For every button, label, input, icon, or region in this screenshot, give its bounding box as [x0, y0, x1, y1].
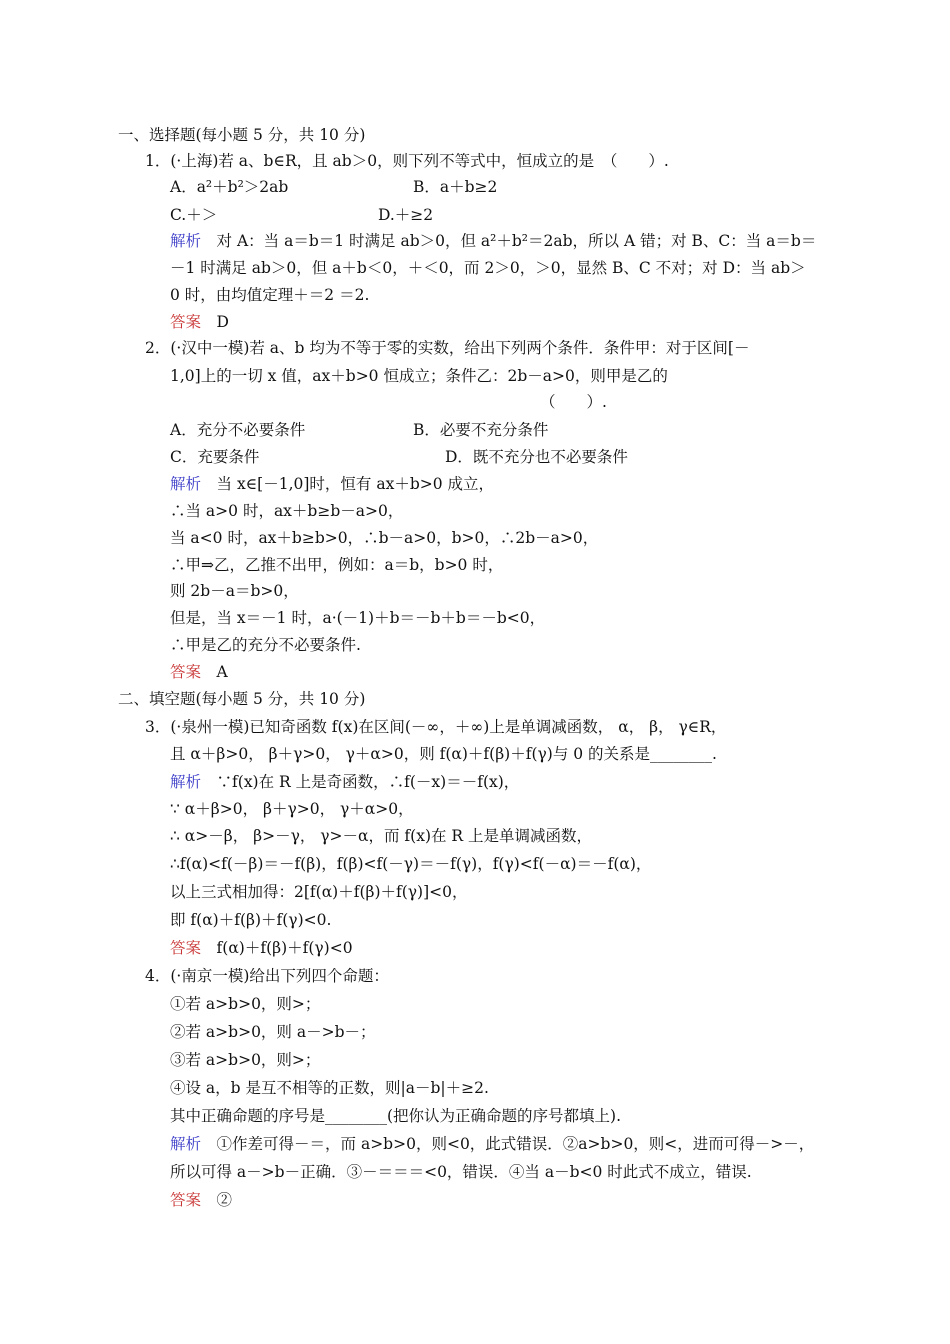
q2-answer-paren: （ ）.	[540, 393, 607, 411]
q3-analysis-text-1: ∵f(x)在 R 上是奇函数，∴f(－x)＝－f(x)，	[216, 773, 520, 791]
q3-answer-line	[170, 938, 353, 958]
q2-stem-line-2: 1,0]上的一切 x 值，ax＋b>0 恒成立；条件乙：2b－a>0，则甲是乙的	[170, 367, 668, 385]
q1-option-b: B．a＋b≥2	[413, 178, 498, 196]
section-header-choice: 一、选择题(每小题 5 分，共 10 分)	[118, 126, 366, 144]
q4-analysis-text-1: ①作差可得－＝，而 a>b>0，则<0，此式错误．②a>b>0，则<，进而可得－>－，	[216, 1135, 815, 1153]
q1-stem: 1．(·上海)若 a、b∈R，且 ab＞0，则下列不等式中，恒成立的是 （ ）.	[145, 152, 669, 170]
q3-analysis-line-1	[170, 772, 519, 792]
q1-answer-line	[170, 312, 229, 332]
q3-analysis-line-3: ∴ α>－β， β>－γ， γ>－α，而 f(x)在 R 上是单调减函数，	[170, 827, 593, 845]
q2-analysis-line-2: ∴当 a>0 时，ax＋b≥b－a>0，	[170, 502, 404, 520]
q2-option-b: B．必要不充分条件	[413, 421, 549, 439]
q2-analysis-line-1	[170, 474, 494, 494]
q2-analysis-text-1: 当 x∈[－1,0]时，恒有 ax＋b>0 成立，	[216, 475, 495, 493]
q2-analysis-line-4: ∴甲⇒乙，乙推不出甲，例如：a＝b，b>0 时，	[170, 556, 504, 574]
section-header-fill: 二、填空题(每小题 5 分，共 10 分)	[118, 690, 366, 708]
q3-analysis-line-5: 以上三式相加得：2[f(α)＋f(β)＋f(γ)]<0，	[170, 883, 468, 901]
q2-stem-line-1: 2．(·汉中一模)若 a、b 均为不等于零的实数，给出下列两个条件．条件甲：对于区间[－	[145, 339, 750, 357]
q2-analysis-line-5: 则 2b－a＝b>0，	[170, 582, 299, 600]
q4-analysis-line-1	[170, 1134, 814, 1154]
q2-analysis-line-7: ∴甲是乙的充分不必要条件.	[170, 636, 361, 654]
q1-analysis-line-2: －1 时满足 ab＞0，但 a＋b＜0，＋＜0，而 2＞0，＞0，显然 B、C 不对；对 D：当 ab＞	[170, 259, 806, 277]
analysis-label: 解析	[170, 1135, 202, 1153]
q1-answer: D	[216, 313, 229, 331]
q2-analysis-line-3: 当 a<0 时，ax＋b≥b>0，∴b－a>0，b>0，∴2b－a>0，	[170, 529, 599, 547]
q3-analysis-line-4: ∴f(α)<f(－β)＝－f(β)，f(β)<f(－γ)＝－f(γ)，f(γ)<f(－α)＝－f(α)，	[170, 855, 652, 873]
answer-label: 答案	[170, 1191, 202, 1209]
q2-analysis-line-6: 但是，当 x＝－1 时，a·(－1)＋b＝－b＋b＝－b<0，	[170, 609, 546, 627]
q4-stem: 4．(·南京一模)给出下列四个命题：	[145, 967, 389, 985]
q2-answer-line	[170, 662, 228, 682]
q1-option-d: D.＋≥2	[378, 206, 434, 224]
q4-analysis-line-2: 所以可得 a－>b－正确．③－＝＝＝<0，错误．④当 a－b<0 时此式不成立，错误.	[170, 1163, 752, 1181]
q1-analysis-text-1: 对 A：当 a＝b＝1 时满足 ab＞0，但 a²＋b²＝2ab，所以 A 错；对 B、C：当 a＝b＝	[216, 232, 817, 250]
q2-answer: A	[216, 663, 228, 681]
answer-label: 答案	[170, 939, 202, 957]
q1-analysis-line-3: 0 时，由均值定理＋＝2 ＝2.	[170, 286, 370, 304]
q4-prompt: 其中正确命题的序号是________(把你认为正确命题的序号都填上).	[170, 1107, 622, 1125]
analysis-label: 解析	[170, 232, 202, 250]
analysis-label: 解析	[170, 475, 202, 493]
answer-label: 答案	[170, 663, 202, 681]
q4-item-4: ④设 a，b 是互不相等的正数，则|a－b|＋≥2.	[170, 1079, 489, 1097]
q3-stem-line-1: 3．(·泉州一模)已知奇函数 f(x)在区间(－∞，＋∞)上是单调减函数， α， β， γ∈R，	[145, 718, 727, 736]
q4-item-3: ③若 a>b>0，则>；	[170, 1051, 321, 1069]
q3-analysis-line-6: 即 f(α)＋f(β)＋f(γ)<0.	[170, 911, 332, 929]
q3-answer: f(α)＋f(β)＋f(γ)<0	[216, 939, 353, 957]
q2-option-c: C．充要条件	[170, 448, 260, 466]
q2-option-d: D．既不充分也不必要条件	[445, 448, 628, 466]
q4-answer-line	[170, 1190, 232, 1210]
q4-item-2: ②若 a>b>0，则 a－>b－；	[170, 1023, 376, 1041]
q4-answer: ②	[216, 1191, 233, 1209]
answer-label: 答案	[170, 313, 202, 331]
analysis-label: 解析	[170, 773, 202, 791]
q1-option-c: C.＋＞	[170, 206, 218, 224]
q1-option-a: A．a²＋b²＞2ab	[170, 178, 289, 196]
q2-option-a: A．充分不必要条件	[170, 421, 306, 439]
q3-stem-line-2: 且 α＋β>0， β＋γ>0， γ＋α>0，则 f(α)＋f(β)＋f(γ)与 0 的关系是________.	[170, 745, 717, 763]
q1-analysis-line-1	[170, 231, 816, 251]
q3-analysis-line-2: ∵ α＋β>0， β＋γ>0， γ＋α>0，	[170, 800, 414, 818]
q4-item-1: ①若 a>b>0，则>；	[170, 995, 321, 1013]
